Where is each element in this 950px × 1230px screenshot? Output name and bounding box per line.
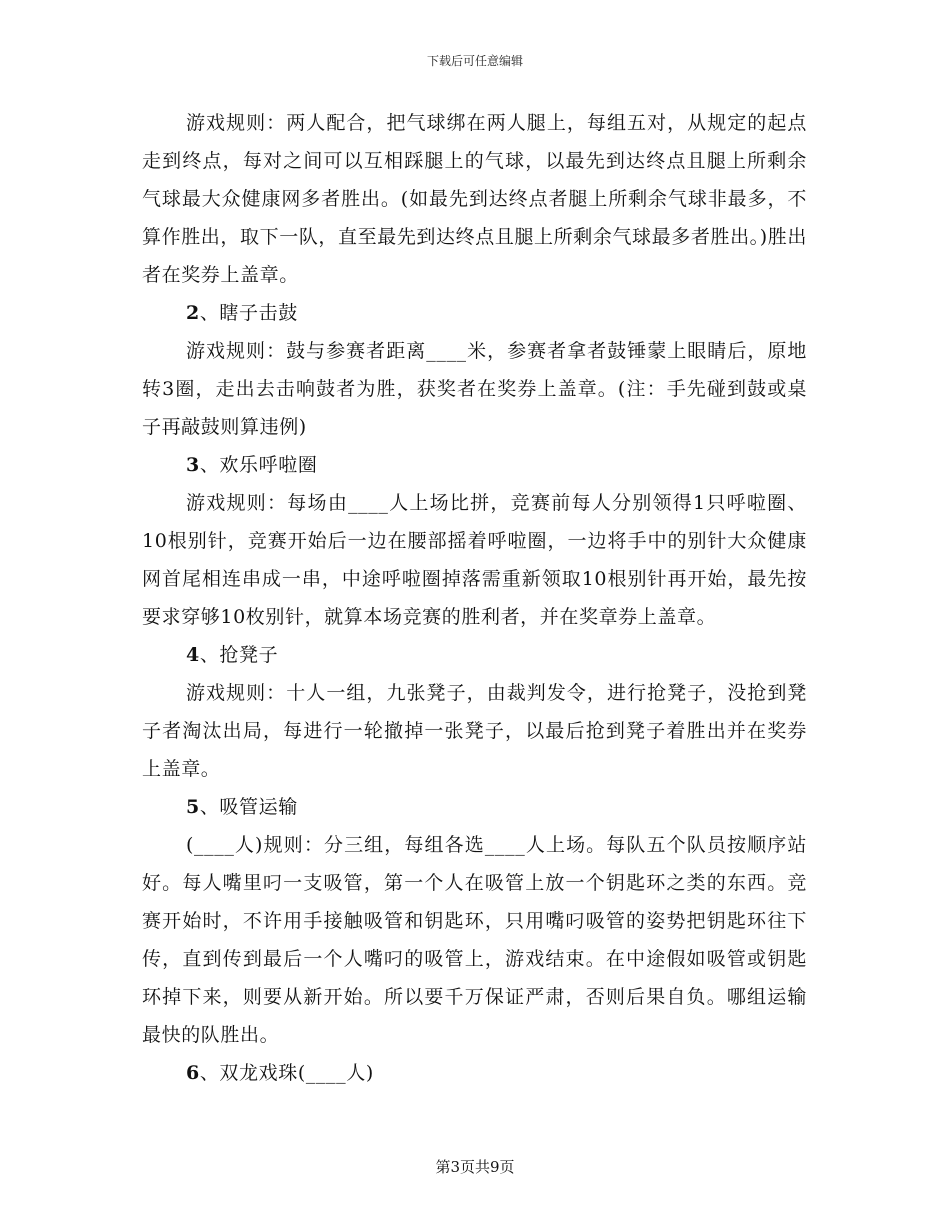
section-number: 5 (186, 796, 200, 818)
section-number: 2 (186, 302, 200, 324)
section-heading-3 (142, 446, 807, 484)
document-body (142, 104, 807, 1092)
section-heading-2 (142, 294, 807, 332)
section-paragraph-4: 游戏规则：十人一组，九张凳子，由裁判发令，进行抢凳子，没抢到凳子者淘汰出局，每进行一轮撤掉一张凳子，以最后抢到凳子着胜出并在奖券上盖章。 (142, 682, 807, 780)
section-number: 3 (186, 454, 200, 476)
section-heading-5 (142, 788, 807, 826)
section-title: 、吸管运输 (199, 796, 298, 818)
section-paragraph-3: 游戏规则：每场由____人上场比拼，竞赛前每人分别领得1只呼啦圈、10根别针，竞赛开始后一边在腰部摇着呼啦圈，一边将手中的别针大众健康网首尾相连串成一串，中途呼啦圈掉落需重新领取10根别针再开始，最先按要求穿够10枚别针，就算本场竞赛的胜利者，并在奖章券上盖章。 (142, 492, 807, 628)
page-footer: 第3页共9页 (435, 1158, 515, 1176)
section-title: 、抢凳子 (199, 644, 279, 666)
intro-paragraph: 游戏规则：两人配合，把气球绑在两人腿上，每组五对，从规定的起点走到终点，每对之间可以互相踩腿上的气球，以最先到达终点且腿上所剩余气球最大众健康网多者胜出。(如最先到达终点者腿上所剩余气球非最多，不算作胜出，取下一队，直至最先到达终点且腿上所剩余气球最多者胜出。)胜出者在奖券上盖章。 (142, 112, 807, 286)
section-number: 6 (186, 1062, 200, 1084)
section-title: 、瞎子击鼓 (199, 302, 298, 324)
section-title: 、双龙戏珠(____人) (199, 1062, 374, 1084)
section-number: 4 (186, 644, 200, 666)
section-heading-4 (142, 636, 807, 674)
section-paragraph-2: 游戏规则：鼓与参赛者距离____米，参赛者拿者鼓锤蒙上眼睛后，原地转3圈，走出去击响鼓者为胜，获奖者在奖券上盖章。(注：手先碰到鼓或桌子再敲鼓则算违例) (142, 340, 807, 438)
section-heading-6 (142, 1054, 807, 1092)
section-paragraph-5: (____人)规则：分三组，每组各选____人上场。每队五个队员按顺序站好。每人嘴里叼一支吸管，第一个人在吸管上放一个钥匙环之类的东西。竞赛开始时，不许用手接触吸管和钥匙环，只用嘴叼吸管的姿势把钥匙环往下传，直到传到最后一个人嘴叼的吸管上，游戏结束。在中途假如吸管或钥匙环掉下来，则要从新开始。所以要千万保证严肃，否则后果自负。哪组运输最快的队胜出。 (142, 834, 807, 1046)
page-header: 下载后可任意编辑 (426, 54, 523, 68)
section-title: 、欢乐呼啦圈 (199, 454, 318, 476)
